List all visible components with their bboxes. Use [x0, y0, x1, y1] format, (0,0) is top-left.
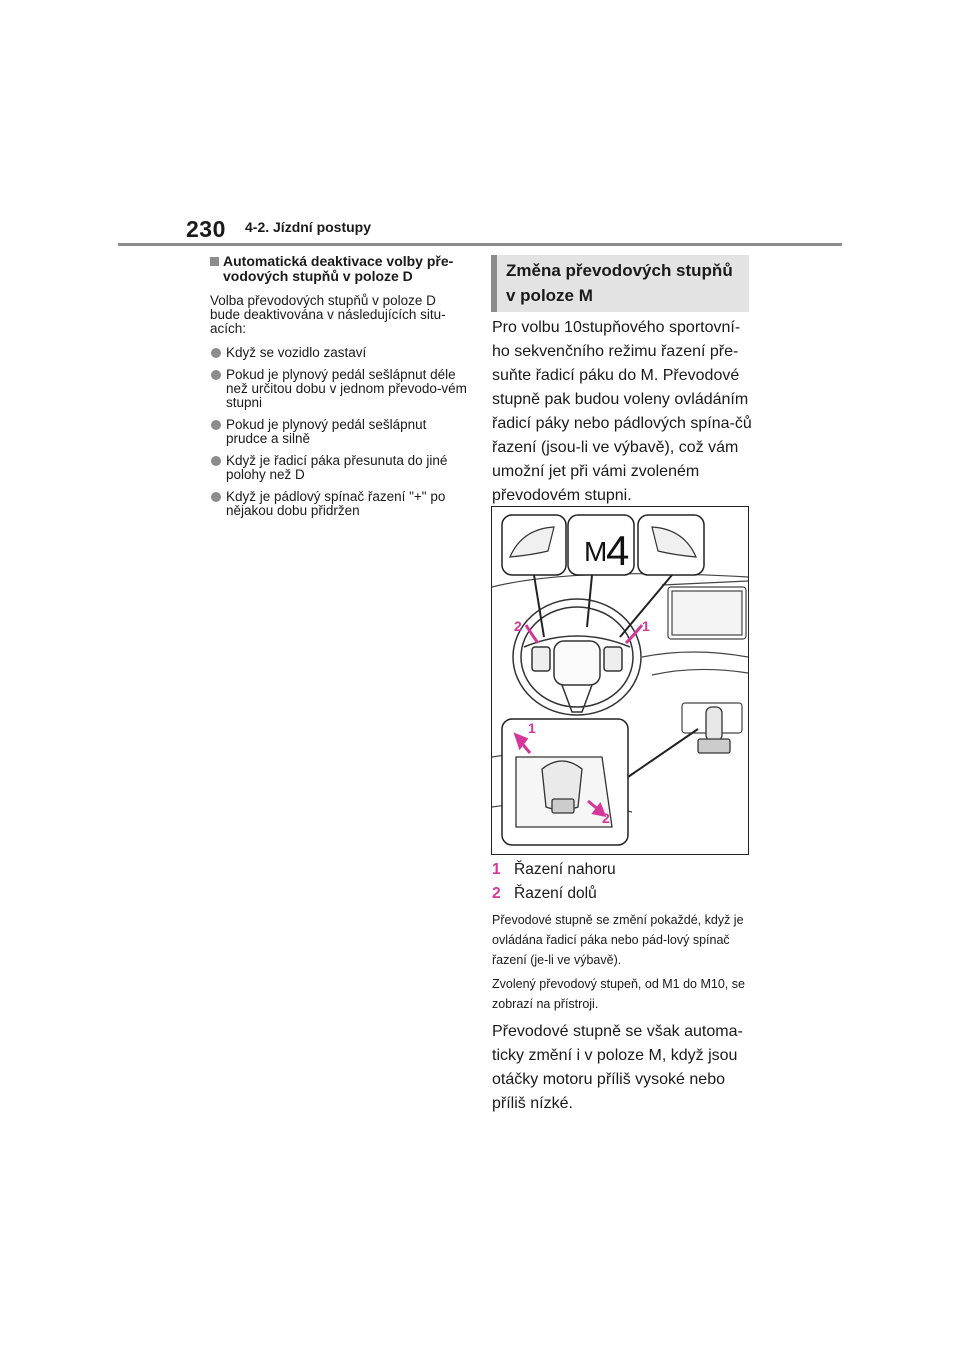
- cockpit-illustration: [492, 507, 748, 854]
- legend-item-upshift: [492, 858, 754, 882]
- section-title: 4-2. Jízdní postupy: [245, 219, 372, 235]
- heading-line-2: v poloze M: [506, 286, 593, 305]
- gear-lever-icon: [698, 707, 730, 753]
- legend-number: 1: [492, 861, 501, 878]
- bullet-dot-icon: [211, 370, 221, 380]
- subheading-text: Automatická deaktivace volby pře-vodových stupňů v poloze D: [223, 253, 454, 284]
- section-heading: [491, 255, 749, 312]
- leader-lines: [534, 575, 672, 637]
- heading-line-1: Změna převodových stupňů: [506, 261, 733, 280]
- legend-text: Řazení dolů: [514, 885, 597, 902]
- legend: [492, 858, 754, 1116]
- steering-wheel-icon: [513, 599, 641, 715]
- shift-lever-detail-icon: [516, 757, 612, 827]
- list-item-text: Když se vozidlo zastaví: [226, 345, 367, 360]
- header-divider: [118, 243, 842, 246]
- list-item-text: Pokud je plynový pedál sešlápnut prudce a silně: [226, 417, 427, 446]
- bullet-dot-icon: [211, 348, 221, 358]
- square-bullet-icon: [210, 257, 219, 266]
- legend-item-downshift: [492, 882, 754, 906]
- paddle-callout-2: 2: [514, 618, 522, 634]
- note-paragraph: Zvolený převodový stupeň, od M1 do M10, se zobrazí na přístroji.: [492, 977, 745, 1011]
- bullet-dot-icon: [211, 420, 221, 430]
- list-item-text: Když je řadicí páka přesunuta do jiné polohy než D: [226, 453, 448, 482]
- intro-paragraph: Volba převodových stupňů v poloze D bude deaktivována v následujících situ-acích:: [210, 293, 446, 336]
- shift-callout-1: 1: [528, 720, 536, 736]
- bullet-list: [210, 346, 467, 518]
- shift-callout-2: 2: [602, 810, 610, 826]
- bullet-dot-icon: [211, 456, 221, 466]
- note-paragraph: Převodové stupně se změní pokaždé, když je ovládána řadicí páka nebo pád-lový spínač řazení (je-li ve výbavě).: [492, 913, 744, 967]
- closing-paragraph: Převodové stupně se však automa-ticky změní i v poloze M, když jsou otáčky motoru příliš vysoké nebo příliš nízké.: [492, 1023, 743, 1112]
- left-column: [210, 254, 467, 526]
- list-item: [210, 346, 467, 360]
- list-item: [210, 368, 467, 410]
- right-column: [492, 316, 754, 524]
- page-number: 230: [186, 216, 226, 242]
- subheading: [210, 254, 467, 284]
- list-item-text: Když je pádlový spínač řazení "+" po nějakou dobu přidržen: [226, 489, 446, 518]
- paddle-callout-1: 1: [642, 618, 650, 634]
- display-gear-label: 4: [606, 527, 630, 574]
- list-item-text: Pokud je plynový pedál sešlápnut déle než určitou dobu v jednom převodo-vém stupni: [226, 367, 467, 410]
- legend-number: 2: [492, 885, 501, 902]
- shift-illustration: [491, 506, 749, 855]
- list-item: [210, 490, 467, 518]
- display-m-label: M: [584, 536, 608, 567]
- list-item: [210, 454, 467, 482]
- list-item: [210, 418, 467, 446]
- bullet-dot-icon: [211, 492, 221, 502]
- legend-text: Řazení nahoru: [514, 861, 616, 878]
- body-paragraph: Pro volbu 10stupňového sportovní-ho sekvenčního režimu řazení pře-suňte řadicí páku do M. Převodové stupně pak budou voleny ovládáním řadicí páky nebo pádlových spína-čů řazení (jsou-li ve výbavě), což vám umožní jet při vámi zvoleném převodovém stupni.: [492, 319, 752, 504]
